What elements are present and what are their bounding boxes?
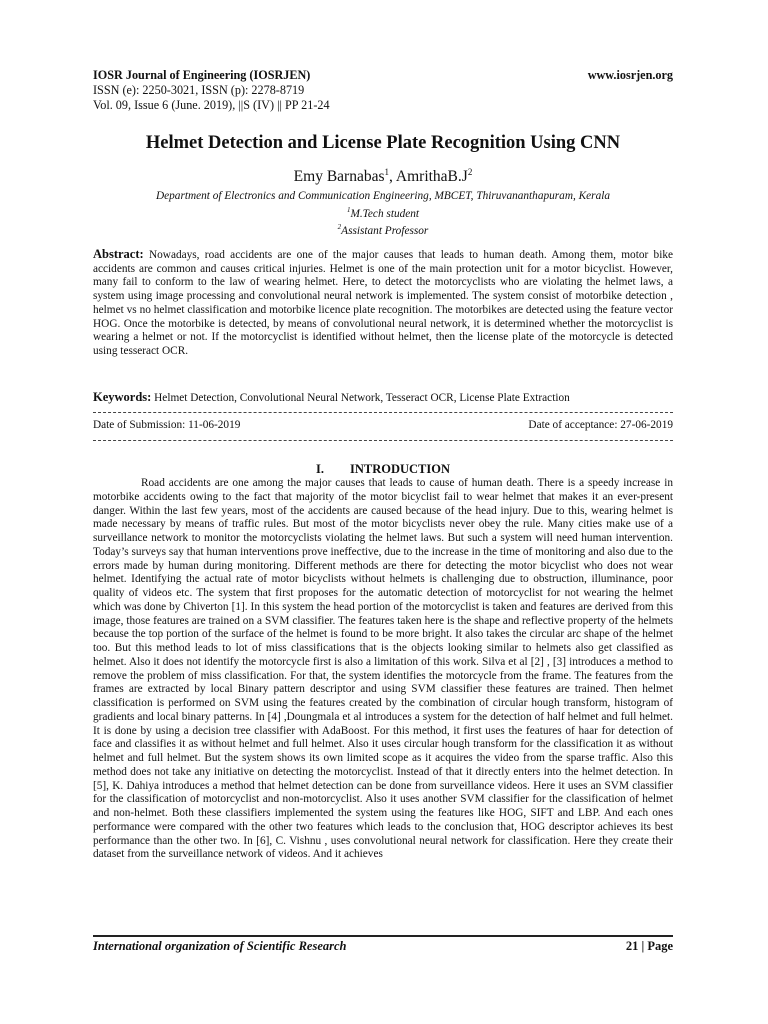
author-role: Assistant Professor <box>341 224 429 237</box>
role-mark: 1 <box>346 205 351 214</box>
keywords-label: Keywords: <box>93 390 152 404</box>
department-line: Department of Electronics and Communication Engineering, MBCET, Thiruvananthapuram, Kerala <box>155 190 611 202</box>
author-affiliation-mark: 1 <box>384 167 389 177</box>
abstract-label: Abstract: <box>93 247 144 261</box>
author-affiliation-mark: 2 <box>467 167 473 177</box>
keywords <box>93 390 673 405</box>
section-heading <box>93 462 673 477</box>
dashed-divider <box>93 440 673 441</box>
page-number: 21 | Page <box>625 939 673 953</box>
author-name: Emy Barnabas <box>293 168 385 186</box>
acceptance-date: Date of acceptance: 27-06-2019 <box>528 419 673 431</box>
footer-organization: International organization of Scientific Research <box>93 939 347 953</box>
section-title: INTRODUCTION <box>349 462 450 476</box>
dashed-divider <box>93 412 673 413</box>
author-name: AmrithaB.J <box>395 168 468 186</box>
journal-volume: Vol. 09, Issue 6 (June. 2019), ||S (IV) || PP 21-24 <box>93 98 330 112</box>
keywords-text: Helmet Detection, Convolutional Neural Network, Tesseract OCR, License Plate Extraction <box>151 392 570 404</box>
footer-rule <box>93 935 673 937</box>
author-role-line <box>93 204 673 221</box>
paper-title: Helmet Detection and License Plate Recognition Using CNN <box>145 133 621 153</box>
section-number: I. <box>315 462 324 476</box>
journal-website-link[interactable]: www.iosrjen.org <box>587 68 673 82</box>
submission-date: Date of Submission: 11-06-2019 <box>93 419 241 431</box>
author-list <box>93 167 673 186</box>
date-line <box>93 419 673 431</box>
journal-header <box>93 68 673 113</box>
author-role-line <box>93 221 673 238</box>
abstract <box>93 248 673 359</box>
journal-issn: ISSN (e): 2250-3021, ISSN (p): 2278-8719 <box>93 83 305 97</box>
author-separator: , <box>389 168 396 186</box>
introduction-paragraph: Road accidents are one among the major causes that leads to cause of human death. There is a speedy increase in motorbike accidents owing to the fact that majority of the motor bicyclist fail to wear helmet that makes it an ever-present danger. Within the last few years, most of the accidents are caused because of the head injury. Due to this, wearing helmet is made necessary by means of traffic rules. But most of the motor bicyclists never obey the rule. Many cities make use of a surveillance network to monitor the motorcyclists violating the helmet laws. But such a system will need human intervention. Today’s surveys say that human interventions prove ineffective, due to the increase in the time of monitoring and also due to the errors made by human during monitoring. Different methods are there for detecting the motor bicyclist who does not wear helmet. Identifying the actual rate of motor bicyclists without helmets is challenging due to obstruction, illuminance, poor quality of videos etc. The system that first proposes for the automatic detection of motorcyclist for not wearing the helmet which was done by Chiverton [1]. In this system the head portion of the motorcyclist is taken and features are derived from this image, those features are trained on a SVM classifier. The features taken here is the shape and reflective property of the helmets because the top portion of the surface of the helmet is found to be more bright. It also takes the circular arc shape of the helmet too. But this method leads to lot of miss classifications that is the objects looking similar to helmets also get classified as helmet. Also it does not identify the motorcycle first is also a limitation of this work. Silva et al [2] , [3] introduces a method to remove the problem of miss classification. For that, the system identifies the motorcycle from the frame. The features from the frames are extracted by local Binary pattern descriptor and using SVM classifier these features are trained. Then helmet classification is performed on SVM using the features created by the combination of circular hough transform, histogram of gradients and local binary patterns. In [4] ,Doungmala et al introduces a system for the detection of half helmet and full helmet. It is done by using a decision tree classifier with AdaBoost. For this method, it first uses the features of haar for detection of face and classifies it as without helmet and full helmet. Also it uses circular hough transform for the classification it as without helmet and full helmet. But the system shows its own limited scope as it acquires the video from the sparse traffic. Also this method does not take any initiative on detecting the motorcyclist. Instead of that it directly enters into the helmet detection. In [5], K. Dahiya introduces a method that helmet detection can be done from surveillance videos. Here it uses an SVM classifier for the classification of motorcyclist and non-motorcyclist. Also it uses another SVM classifier for the classification of helmet and non-helmet. Both these classifiers implemented the system using the features like HOG, SIFT and LBP. And each ones performance were compared with the other two features which leads to the conclusion that, HOG descriptor achieves its best performance than the other two. In [6], C. Vishnu , uses convolutional neural network for classification. Here they create their dataset from the surveillance network of videos. And it achieves <box>93 477 673 861</box>
role-mark: 2 <box>337 222 342 231</box>
page-footer <box>93 939 673 954</box>
affiliation-block <box>93 190 673 238</box>
author-role: M.Tech student <box>350 207 420 220</box>
abstract-text: Nowadays, road accidents are one of the major causes that leads to human death. Among them, motor bike accidents are common and causes critical injuries. Helmet is one of the main protection unit for a motor bicyclist. However, many fail to conform to the law of wearing helmet. Here, to detect the motorcyclists who are violating the helmet laws, a system using image processing and convolutional neural network is implemented. The system consist of motorbike detection , helmet vs no helmet classification and motorbike licence plate recognition. The motorbikes are detected using the feature vector HOG. Once the motorbike is detected, by means of convolutional neural network, it is determined whether the motorcyclist is wearing a helmet or not. If the motorcyclist is identified without helmet, then the license plate of the motorcycle is detected using tesseract OCR. <box>93 249 673 357</box>
journal-name: IOSR Journal of Engineering (IOSRJEN) <box>93 68 311 82</box>
